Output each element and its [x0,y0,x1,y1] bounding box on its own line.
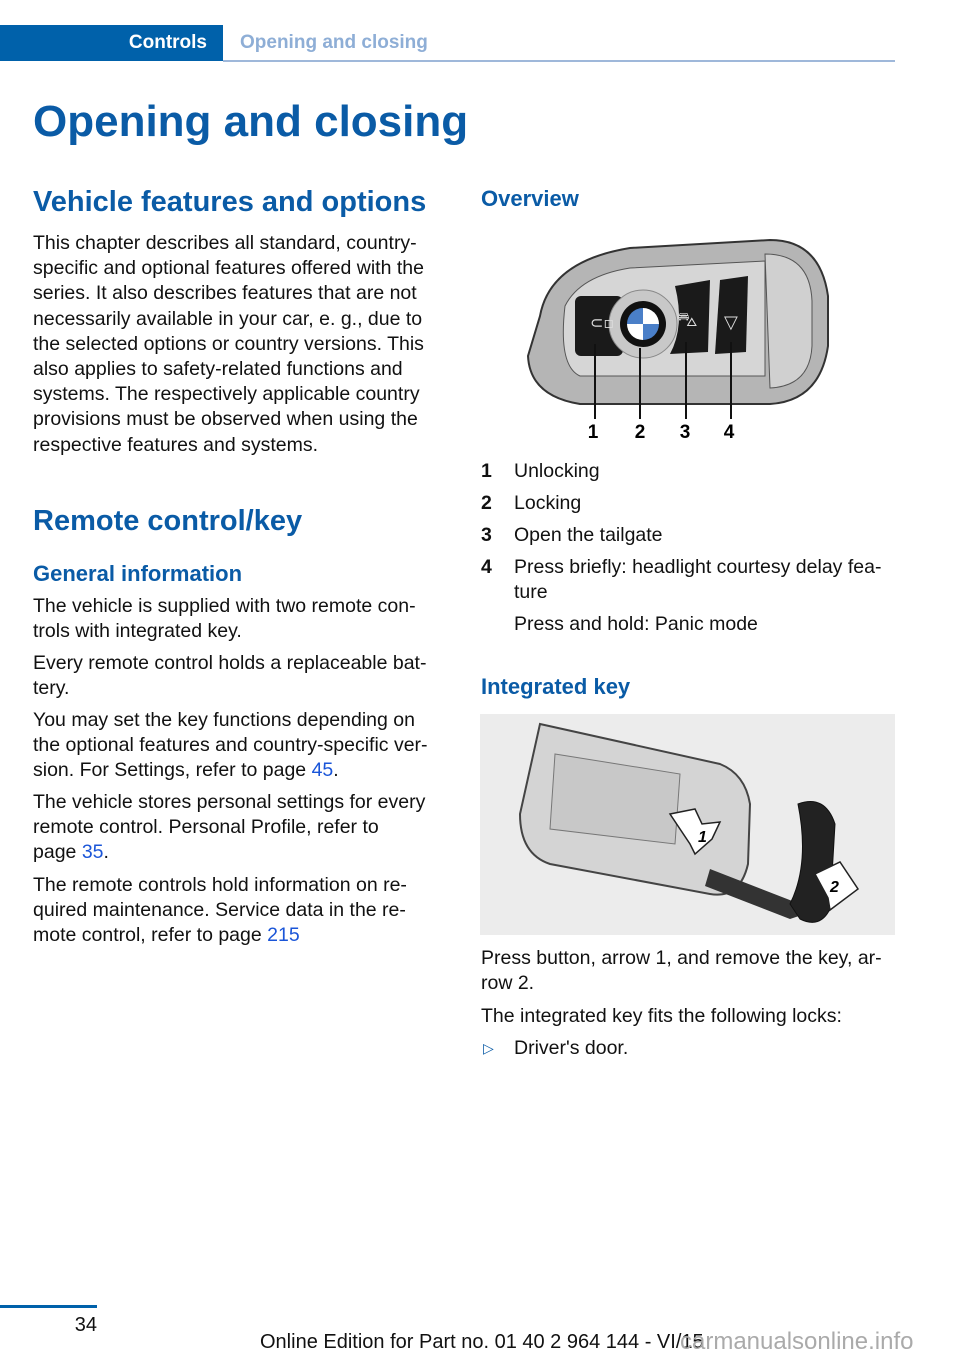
vehicle-features-paragraph: This chapter describes all standard, country- specific and optional features offered with the series. It also describes features that are not necessarily available in your car, e. g., due to the selected options or country versions. This also applies to safety-related functions and systems. The respectively applicable country provisions must be observed when using the respective features and systems. [33,232,424,456]
paragraph-locks: The integrated key fits the following locks: [481,1005,842,1027]
figure-label-3: 3 [679,422,691,443]
paragraph-personal-settings: The vehicle stores personal settings for every remote control. Personal Profile, refer to page 35. [33,791,426,864]
paragraph-battery: Every remote control holds a replaceable bat- tery. [33,652,427,700]
figure-label-2: 2 [634,422,646,443]
figure-label-1: 1 [587,422,599,443]
bullet-triangle-icon: ▷ [483,1040,494,1056]
page-title: Opening and closing [33,97,469,146]
arrow-label-1: 1 [698,829,707,846]
header-section: Controls [128,32,207,53]
page-link-35[interactable]: 35 [81,841,104,864]
heading-general-information: General information [33,561,243,586]
watermark: carmanualsonline.info [680,1328,914,1355]
paragraph-remove-key: Press button, arrow 1, and remove the key, ar- row 2. [481,947,882,995]
paragraph-remote-controls: The vehicle is supplied with two remote con- trols with integrated key. [33,595,416,643]
heading-vehicle-features: Vehicle features and options [33,186,427,218]
unlock-icon: ⊂▫ [590,313,615,332]
footer-edition: Online Edition for Part no. 01 40 2 964 144 - VI/15 [260,1331,704,1353]
header-divider [223,60,895,62]
heading-remote-control: Remote control/key [33,505,303,537]
page-link-215[interactable]: 215 [267,924,300,947]
panic-horn-icon: ▽ [724,312,738,333]
arrow-label-2: 2 [830,879,839,896]
tailgate-icon: ⛍ [677,307,698,331]
page-number: 34 [74,1314,97,1336]
figure-label-4: 4 [723,422,735,443]
paragraph-key-functions: You may set the key functions depending on the optional features and country-specific ver- sion. For Settings, refer to page 45. [33,709,428,782]
paragraph-maintenance: The remote controls hold information on re- quired maintenance. Service data in the re- mote control, refer to page 215 [33,874,407,947]
integrated-key-figure [480,714,895,935]
header-page-title: Opening and closing [240,32,428,53]
heading-integrated-key: Integrated key [481,674,631,699]
footer-divider [0,1305,97,1308]
page-link-45[interactable]: 45 [311,759,334,782]
heading-overview: Overview [481,186,579,211]
remote-key-figure [520,236,835,446]
